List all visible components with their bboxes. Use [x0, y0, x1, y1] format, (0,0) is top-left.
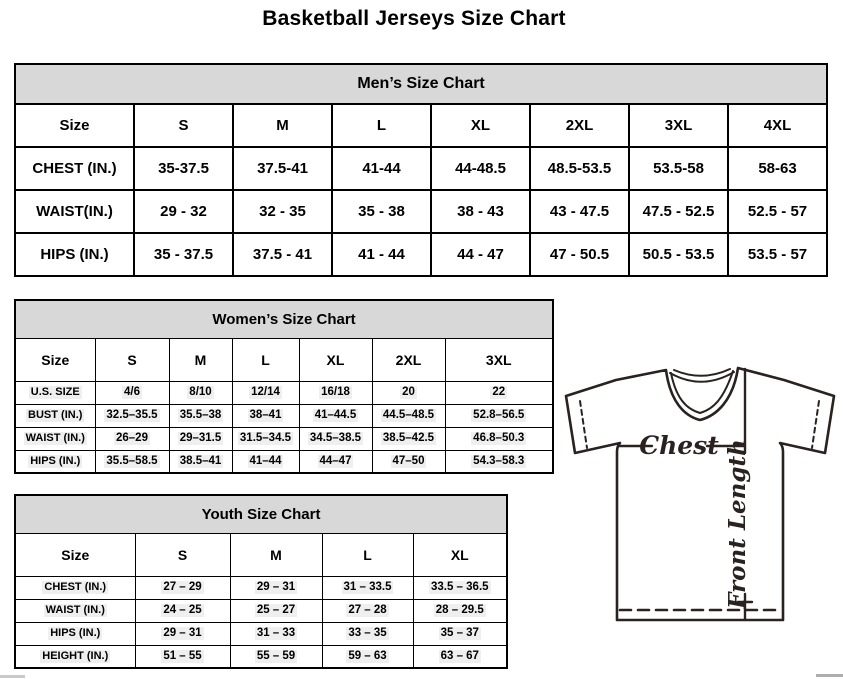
size-value-cell: [230, 599, 322, 622]
size-value-cell: 43 - 47.5: [530, 190, 629, 233]
size-value-cell: [232, 404, 299, 427]
size-value-cell: 47 - 50.5: [530, 233, 629, 276]
measurement-row-label: [15, 381, 95, 404]
mens-chart-title-row: [15, 64, 827, 104]
measurement-row: [15, 147, 827, 190]
size-value-cell: [169, 427, 232, 450]
size-value-cell: 58-63: [728, 147, 827, 190]
size-column-header: L: [322, 533, 413, 576]
size-value-cell-text: 31 – 33: [256, 626, 296, 639]
size-value-cell: [169, 450, 232, 473]
size-header-row: [15, 104, 827, 147]
size-value-cell: [445, 450, 553, 473]
size-column-header: XL: [413, 533, 507, 576]
jersey-outline: [566, 368, 834, 620]
size-value-cell: [299, 450, 372, 473]
measurement-row-label: [15, 404, 95, 427]
measurement-row-label-text: U.S. SIZE: [30, 386, 80, 399]
size-value-cell-text: 35.5–38: [179, 408, 222, 421]
size-column-header: 2XL: [530, 104, 629, 147]
size-value-cell: [169, 381, 232, 404]
size-value-cell: 35-37.5: [134, 147, 233, 190]
size-value-cell-text: 41–44.5: [314, 408, 357, 421]
collar-back-curve-inner: [674, 369, 730, 376]
womens-chart-title: Women’s Size Chart: [15, 300, 553, 338]
size-header-row: [15, 338, 553, 381]
size-value-cell: [230, 576, 322, 599]
measurement-row: [15, 450, 553, 473]
size-column-header: L: [332, 104, 431, 147]
measurement-row-label-text: HIPS (IN.): [30, 454, 81, 467]
size-value-cell-text: 44.5–48.5: [382, 408, 435, 421]
size-value-cell-text: 52.8–56.5: [473, 408, 525, 421]
measurement-row-label: HIPS (IN.): [15, 233, 134, 276]
youth-size-chart-table: [14, 494, 508, 669]
size-value-cell-text: 29–31.5: [179, 431, 222, 444]
measurement-row: [15, 404, 553, 427]
measurement-row: [15, 645, 507, 668]
size-value-cell-text: 29 – 31: [163, 626, 202, 639]
size-value-cell-text: 44–47: [319, 454, 352, 467]
size-value-cell-text: 12/14: [251, 385, 280, 398]
size-value-cell-text: 35 – 37: [440, 626, 479, 639]
measurement-row-label: [15, 599, 135, 622]
size-value-cell: 35 - 38: [332, 190, 431, 233]
size-value-cell: [322, 622, 413, 645]
size-value-cell: [232, 381, 299, 404]
page-edge-artifact-left: [0, 675, 25, 678]
size-value-cell: 41-44: [332, 147, 431, 190]
size-value-cell-text: 35.5–58.5: [106, 454, 158, 467]
size-value-cell: 35 - 37.5: [134, 233, 233, 276]
measurement-row-label: [15, 427, 95, 450]
size-value-cell: [322, 599, 413, 622]
size-value-cell: 53.5-58: [629, 147, 728, 190]
size-value-cell: [95, 381, 169, 404]
size-value-cell: 47.5 - 52.5: [629, 190, 728, 233]
size-value-cell: 53.5 - 57: [728, 233, 827, 276]
womens-chart-title-row: [15, 300, 553, 338]
measurement-row-label: WAIST(IN.): [15, 190, 134, 233]
size-value-cell: [372, 404, 445, 427]
size-value-cell: [135, 622, 230, 645]
page-title: Basketball Jerseys Size Chart: [262, 7, 566, 30]
youth-chart-title-row: [15, 495, 507, 533]
measurement-row: [15, 427, 553, 450]
size-value-cell: 37.5 - 41: [233, 233, 332, 276]
size-value-cell-text: 33.5 – 36.5: [430, 580, 489, 593]
size-value-cell-text: 8/10: [189, 385, 212, 398]
size-corner-cell: Size: [15, 338, 95, 381]
size-value-cell: [445, 404, 553, 427]
size-value-cell: 44 - 47: [431, 233, 530, 276]
size-value-cell: [413, 645, 507, 668]
size-value-cell: [372, 381, 445, 404]
size-value-cell: [372, 450, 445, 473]
size-column-header: M: [230, 533, 322, 576]
size-value-cell: [299, 381, 372, 404]
size-value-cell: [322, 576, 413, 599]
size-corner-cell: Size: [15, 533, 135, 576]
size-value-cell-text: 51 – 55: [163, 649, 202, 662]
size-value-cell-text: 16/18: [321, 385, 350, 398]
measurement-row: [15, 381, 553, 404]
size-value-cell: [230, 645, 322, 668]
size-value-cell-text: 22: [492, 385, 506, 398]
measurement-row-label: CHEST (IN.): [15, 147, 134, 190]
size-value-cell: 50.5 - 53.5: [629, 233, 728, 276]
size-value-cell-text: 27 – 28: [348, 603, 387, 616]
size-value-cell-text: 59 – 63: [348, 649, 387, 662]
size-value-cell-text: 47–50: [392, 454, 425, 467]
size-column-header: 2XL: [372, 338, 445, 381]
size-value-cell: [135, 576, 230, 599]
measurement-row: [15, 233, 827, 276]
size-value-cell: [230, 622, 322, 645]
size-value-cell: 44-48.5: [431, 147, 530, 190]
size-value-cell-text: 33 – 35: [348, 626, 387, 639]
size-value-cell-text: 34.5–38.5: [309, 431, 362, 444]
size-column-header: M: [169, 338, 232, 381]
measurement-row-label-text: WAIST (IN.): [25, 432, 85, 445]
measurement-row: [15, 576, 507, 599]
size-value-cell-text: 41–44: [249, 454, 282, 467]
size-header-row: [15, 533, 507, 576]
size-value-cell-text: 38–41: [249, 408, 282, 421]
mens-chart-title: Men’s Size Chart: [15, 64, 827, 104]
jersey-measurement-diagram: [556, 356, 843, 636]
size-value-cell: [95, 427, 169, 450]
size-value-cell: [299, 404, 372, 427]
size-value-cell-text: 55 – 59: [256, 649, 296, 662]
size-value-cell: [413, 576, 507, 599]
chest-label: Chest: [639, 431, 719, 460]
size-column-header: XL: [431, 104, 530, 147]
size-value-cell: [135, 645, 230, 668]
size-value-cell: [135, 599, 230, 622]
size-value-cell: [322, 645, 413, 668]
size-value-cell-text: 26–29: [116, 431, 148, 444]
size-value-cell-text: 4/6: [124, 385, 140, 398]
measurement-row-label: [15, 645, 135, 668]
size-value-cell: [413, 622, 507, 645]
size-value-cell: 52.5 - 57: [728, 190, 827, 233]
size-value-cell-text: 63 – 67: [440, 649, 479, 662]
size-value-cell: [372, 427, 445, 450]
size-value-cell: 29 - 32: [134, 190, 233, 233]
collar-back-curve-outer: [670, 372, 734, 382]
measurement-row-label-text: HIPS (IN.): [50, 627, 101, 640]
size-value-cell: 32 - 35: [233, 190, 332, 233]
size-value-cell: [95, 404, 169, 427]
mens-size-chart-table: [14, 63, 828, 277]
size-value-cell-text: 28 – 29.5: [435, 603, 484, 616]
measurement-row: [15, 190, 827, 233]
size-column-header: 3XL: [445, 338, 553, 381]
measurement-row: [15, 599, 507, 622]
youth-chart-title: Youth Size Chart: [15, 495, 507, 533]
size-value-cell-text: 38.5–42.5: [382, 431, 435, 444]
size-value-cell: [232, 450, 299, 473]
measurement-row-label-text: HEIGHT (IN.): [42, 649, 109, 662]
womens-size-chart-table: [14, 299, 554, 474]
size-value-cell: [232, 427, 299, 450]
page-edge-artifact-right: [816, 674, 843, 677]
front-length-label: Front Length: [724, 439, 751, 609]
size-column-header: M: [233, 104, 332, 147]
size-value-cell-text: 24 – 25: [163, 603, 202, 616]
measurement-row-label-text: CHEST (IN.): [44, 581, 107, 594]
measurement-row-label-text: BUST (IN.): [28, 409, 83, 422]
size-value-cell-text: 31.5–34.5: [239, 431, 292, 444]
size-value-cell-text: 29 – 31: [256, 580, 296, 593]
size-value-cell-text: 46.8–50.3: [473, 431, 525, 444]
size-column-header: S: [95, 338, 169, 381]
size-value-cell: 41 - 44: [332, 233, 431, 276]
size-value-cell-text: 31 – 33.5: [343, 580, 392, 593]
size-value-cell: [413, 599, 507, 622]
size-value-cell: 48.5-53.5: [530, 147, 629, 190]
size-value-cell: [299, 427, 372, 450]
size-value-cell: [95, 450, 169, 473]
size-column-header: XL: [299, 338, 372, 381]
measurement-row: [15, 622, 507, 645]
size-column-header: L: [232, 338, 299, 381]
size-value-cell: 38 - 43: [431, 190, 530, 233]
size-value-cell-text: 27 – 29: [163, 580, 202, 593]
size-value-cell-text: 25 – 27: [256, 603, 296, 616]
size-column-header: S: [134, 104, 233, 147]
size-value-cell: [169, 404, 232, 427]
size-value-cell-text: 20: [402, 385, 415, 398]
measurement-row-label: [15, 576, 135, 599]
size-value-cell-text: 54.3–58.3: [473, 454, 525, 467]
size-corner-cell: Size: [15, 104, 134, 147]
size-value-cell-text: 32.5–35.5: [106, 408, 158, 421]
size-value-cell: [445, 381, 553, 404]
size-column-header: 3XL: [629, 104, 728, 147]
size-value-cell: [445, 427, 553, 450]
measurement-row-label-text: WAIST (IN.): [45, 604, 105, 617]
size-value-cell: 37.5-41: [233, 147, 332, 190]
size-column-header: 4XL: [728, 104, 827, 147]
size-value-cell-text: 38.5–41: [179, 454, 222, 467]
size-column-header: S: [135, 533, 230, 576]
measurement-row-label: [15, 450, 95, 473]
measurement-row-label: [15, 622, 135, 645]
